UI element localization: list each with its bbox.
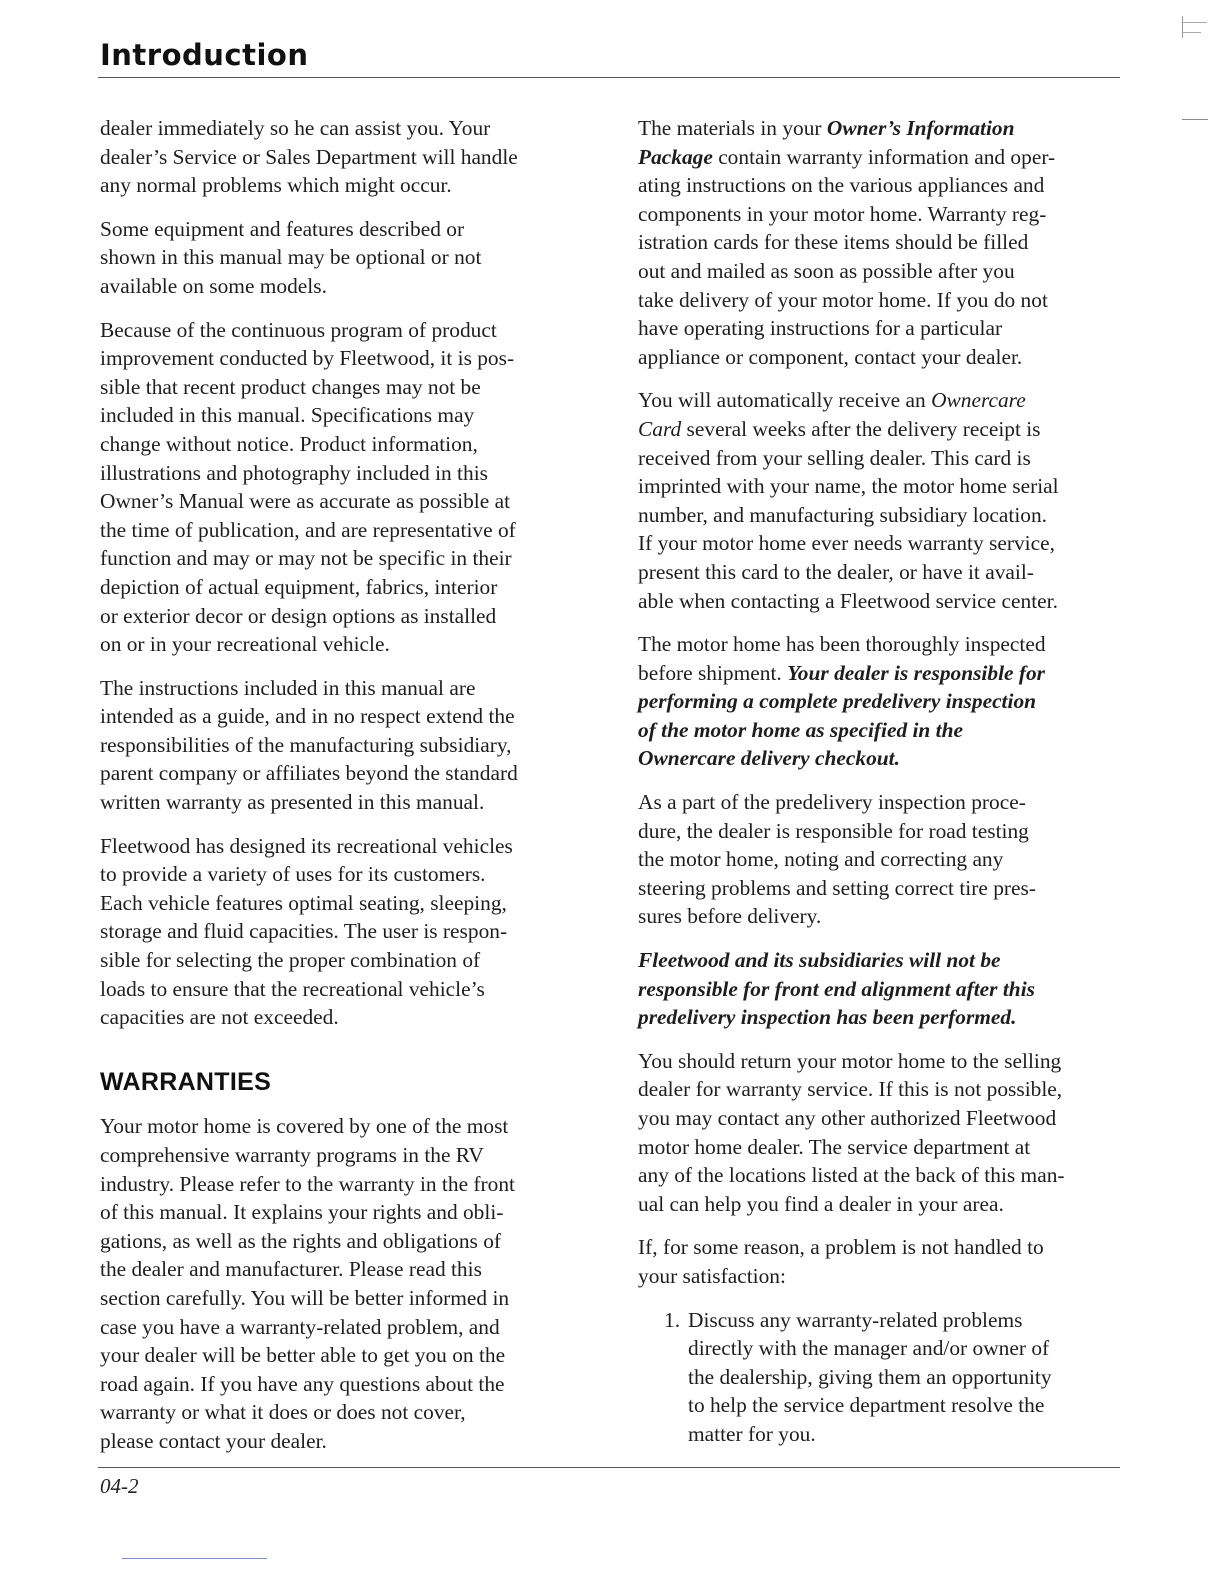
warning-paragraph: Fleetwood and its subsidiaries will not be responsible for front end alignment after this predelivery inspection has been performed. xyxy=(638,948,1035,1030)
scan-artifact xyxy=(122,1558,267,1559)
emphasis: performing a complete predelivery inspection xyxy=(638,689,1037,714)
emphasis: Your dealer is responsible for xyxy=(787,660,1045,685)
right-column xyxy=(638,114,1123,1459)
page-number: 04-2 xyxy=(100,1474,139,1498)
paragraph: As a part of the predelivery inspection proce- dure, the dealer is responsible for road testing the motor home, noting and correcting any steering problems and setting correct tire pres- sures before delivery. xyxy=(638,790,1036,929)
page-title: Introduction xyxy=(100,38,309,72)
paragraph: The motor home has been thoroughly inspected before shipment. Your dealer is responsible for performing a complete predelivery inspection of the motor home as specified in the Ownercare delivery checkout. xyxy=(638,630,1123,773)
list-item xyxy=(664,1306,1123,1449)
emphasis: Card xyxy=(638,416,682,441)
paragraph: The instructions included in this manual are intended as a guide, and in no respect extend the responsibilities of the manufacturing subsidiary, parent company or affiliates beyond the standard written warranty as presented in this manual. xyxy=(100,675,518,815)
paragraph: The materials in your Owner’s Information Package contain warranty information and oper- ating instructions on the various appliances and components in your motor home. Warranty reg- istration cards for these items should be filled out and mailed as soon as possible after you take delivery of your motor home. If you do not have operating instructions for a particular appliance or component, contact your dealer. xyxy=(638,116,1056,369)
emphasis: of the motor home as specified in the xyxy=(638,717,964,742)
emphasis: Ownercare delivery checkout. xyxy=(638,746,900,771)
paragraph: If, for some reason, a problem is not handled to your satisfaction: xyxy=(638,1235,1044,1288)
emphasis: Ownercare xyxy=(931,388,1026,413)
list-number: 1. xyxy=(664,1307,681,1332)
scan-artifact xyxy=(1182,16,1209,38)
paragraph: Your motor home is covered by one of the most comprehensive warranty programs in the RV industry. Please refer to the warranty in the front of this manual. It explains your rights and obli- gations, as well as the rights and obligations of the dealer and manufacturer. Please read this section carefully. You will be better informed in case you have a warranty-related problem, and your dealer will be better able to get you on the road again. If you have any questions about the warranty or what it does or does not cover, please contact your dealer. xyxy=(100,1114,515,1453)
scan-artifact xyxy=(1182,119,1208,120)
header-divider xyxy=(98,77,1120,78)
paragraph: You will automatically receive an Ownercare Card several weeks after the delivery receipt is received from your selling dealer. This card is imprinted with your name, the motor home serial number, and manufacturing subsidiary location. If your motor home ever needs warranty service, present this card to the dealer, or have it avail- able when contacting a Fleetwood service center. xyxy=(638,388,1059,613)
emphasis: Package xyxy=(638,144,713,169)
emphasis: Owner’s Information xyxy=(826,116,1015,140)
paragraph: Because of the continuous program of product improvement conducted by Fleetwood, it is pos- sible that recent product changes may not be included in this manual. Specifications may change without notice. Product information, illustrations and photography included in this Owner’s Manual were as accurate as possible at the time of publication, and are representative of function and may or may not be specific in their depiction of actual equipment, fabrics, interior or exterior decor or design options as installed on or in your recreational vehicle. xyxy=(100,317,516,657)
footer-divider xyxy=(98,1467,1120,1468)
list-item-text: Discuss any warranty-related problems directly with the manager and/or owner of the dealership, giving them an opportunity to help the service department resolve the matter for you. xyxy=(688,1307,1052,1446)
section-heading-warranties: WARRANTIES xyxy=(100,1067,272,1096)
paragraph: Fleetwood has designed its recreational vehicles to provide a variety of uses for its customers. Each vehicle features optimal seating, sleeping, storage and fluid capacities. The user is respon- sible for selecting the proper combination of loads to ensure that the recreational vehicle’s capacities are not exceeded. xyxy=(100,833,513,1030)
paragraph: Some equipment and features described or shown in this manual may be optional or not available on some models. xyxy=(100,216,482,298)
paragraph: dealer immediately so he can assist you. Your dealer’s Service or Sales Department will handle any normal problems which might occur. xyxy=(100,116,518,198)
left-column xyxy=(100,114,585,1471)
paragraph: You should return your motor home to the selling dealer for warranty service. If this is not possible, you may contact any other authorized Fleetwood motor home dealer. The service department at any of the locations listed at the back of this man- ual can help you find a dealer in your area. xyxy=(638,1048,1065,1216)
